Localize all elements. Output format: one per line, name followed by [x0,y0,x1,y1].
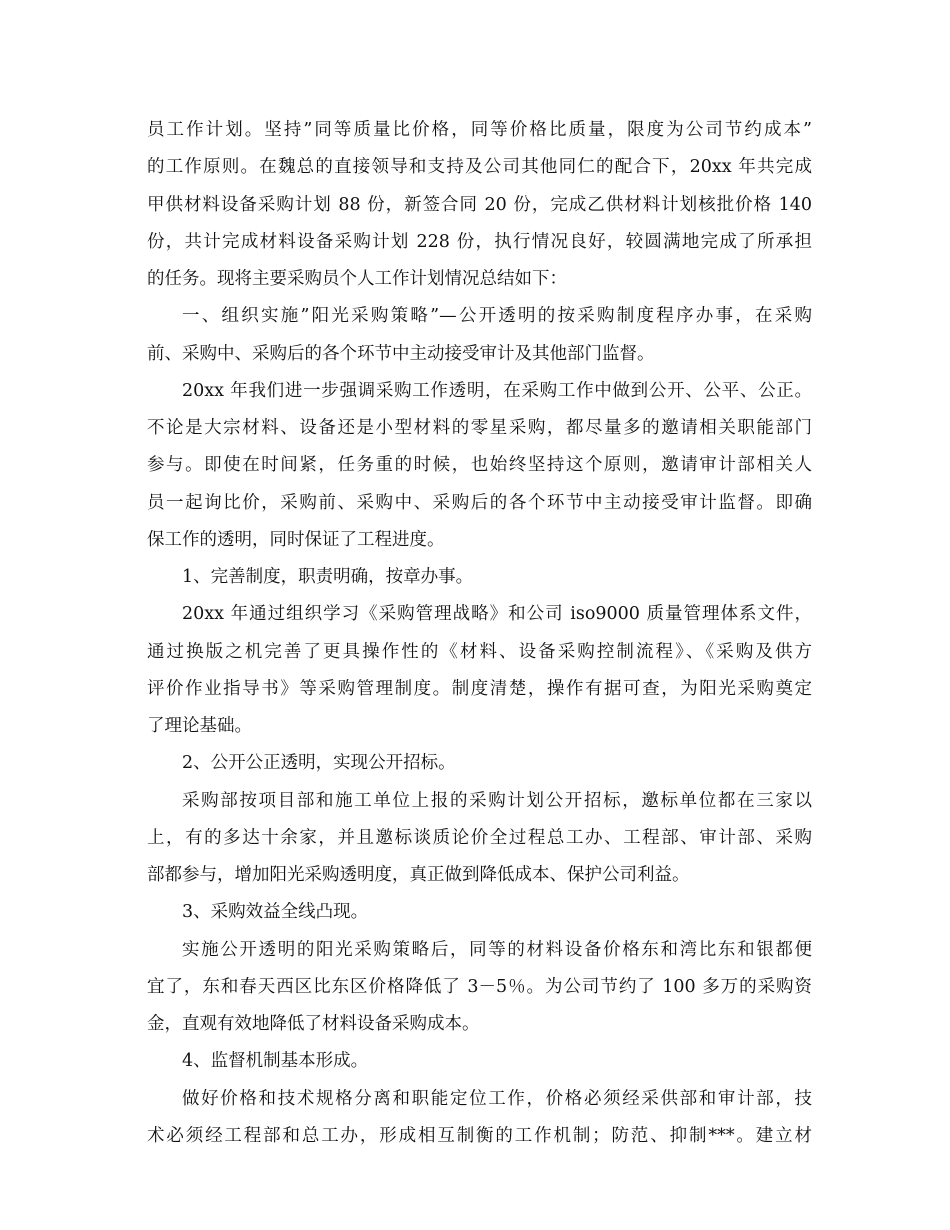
text-line: 20xx 年我们进一步强调采购工作透明，在采购工作中做到公开、公平、公正。 [182,380,812,401]
text-line: 金，直观有效地降低了材料设备采购成本。 [147,1014,480,1034]
text-line: 4、监督机制基本形成。 [182,1051,369,1072]
text-line: 上，有的多达十余家，并且邀标谈质论价全过程总工办、工程部、审计部、采购 [147,827,812,848]
text-line: 甲供材料设备采购计划 88 份，新签合同 20 份，完成乙供材料计划核批价格 140 [147,194,812,215]
text-line: 员一起询比价，采购前、采购中、采购后的各个环节中主动接受审计监督。即确 [147,492,812,513]
text-line: 20xx 年通过组织学习《采购管理战略》和公司 iso9000 质量管理体系文件， [182,604,812,625]
text-line: 的工作原则。在魏总的直接领导和支持及公司其他同仁的配合下，20xx 年共完成 [147,157,812,178]
text-line: 通过换版之机完善了更具操作性的《材料、设备采购控制流程》、《采购及供方 [147,641,812,662]
text-line: 员工作计划。坚持”同等质量比价格，同等价格比质量，限度为公司节约成本” [147,120,812,140]
text-line: 不论是大宗材料、设备还是小型材料的零星采购，都尽量多的邀请相关职能部门 [147,418,812,438]
document-body [147,112,812,1155]
text-line: 实施公开透明的阳光采购策略后，同等的材料设备价格东和湾比东和银都便 [182,939,812,960]
text-line: 的任务。现将主要采购员个人工作计划情况总结如下： [147,269,567,289]
text-line: 参与。即使在时间紧，任务重的时候，也始终坚持这个原则，邀请审计部相关人 [147,455,812,476]
text-line: 术必须经工程部和总工办，形成相互制衡的工作机制；防范、抑制***。建立材 [147,1125,812,1146]
text-line: 前、采购中、采购后的各个环节中主动接受审计及其他部门监督。 [147,343,655,364]
text-line: 2、公开公正透明，实现公开招标。 [182,753,456,774]
text-line: 份，共计完成材料设备采购计划 228 份，执行情况良好，较圆满地完成了所承担 [147,231,812,252]
text-line: 保工作的透明，同时保证了工程进度。 [147,529,445,550]
text-line: 采购部按项目部和施工单位上报的采购计划公开招标，邀标单位都在三家以 [182,790,812,811]
text-line: 评价作业指导书》等采购管理制度。制度清楚，操作有据可查，为阳光采购奠定 [147,678,812,699]
text-line: 部都参与，增加阳光采购透明度，真正做到降低成本、保护公司利益。 [147,865,690,885]
text-line: 一、组织实施”阳光采购策略”—公开透明的按采购制度程序办事，在采购 [182,306,812,327]
text-line: 1、完善制度，职责明确，按章办事。 [182,567,474,587]
text-line: 了理论基础。 [147,716,252,736]
text-line: 做好价格和技术规格分离和职能定位工作，价格必须经采供部和审计部，技 [182,1088,812,1109]
text-line: 3、采购效益全线凸现。 [182,902,369,923]
text-line: 宜了，东和春天西区比东区价格降低了 3－5％。为公司节约了 100 多万的采购资 [147,976,812,997]
